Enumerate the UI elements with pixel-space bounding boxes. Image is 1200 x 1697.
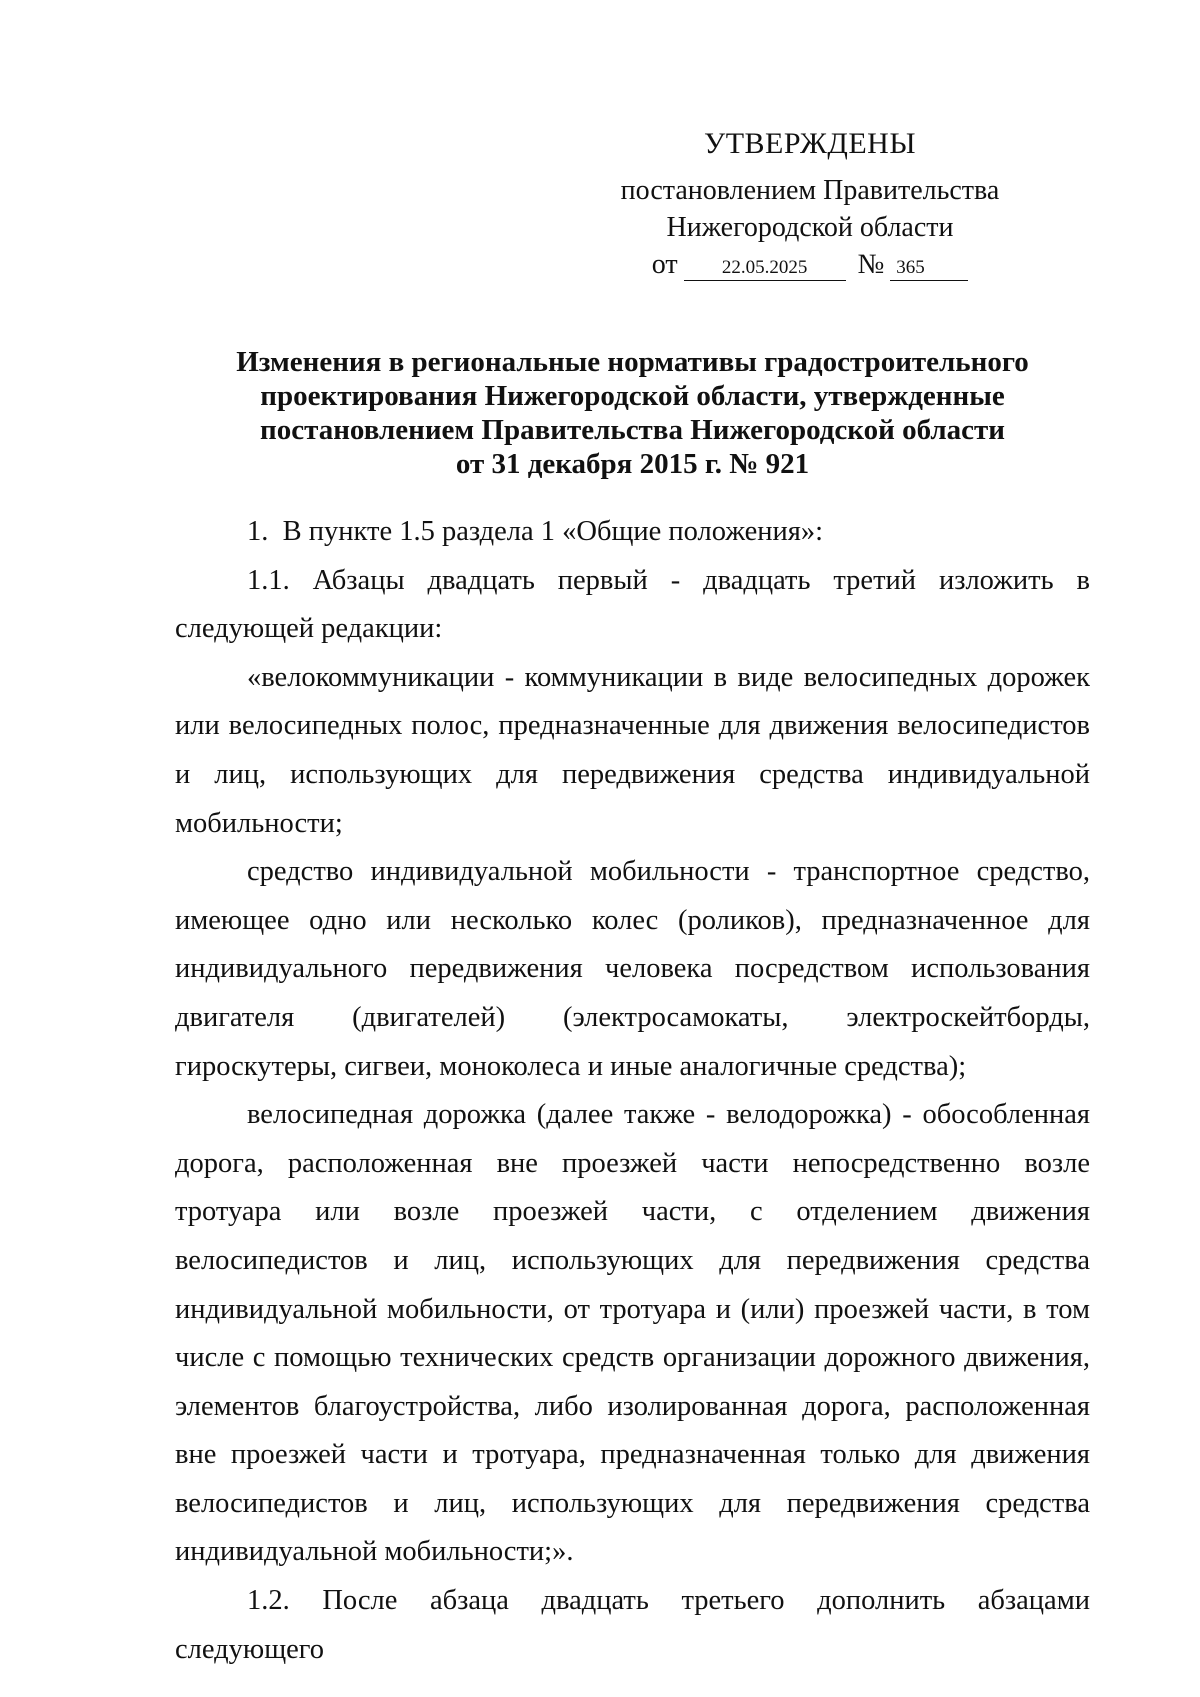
paragraph-1: 1. В пункте 1.5 раздела 1 «Общие положения»: [247, 516, 824, 547]
paragraph-definition-mobility-device: средство индивидуальной мобильности - транспортное средство, имеющее одно или несколько колес (роликов), предназначенное для индивидуального передвижения человека посредством использования двигателя (двигателей) (электросамокаты, электроскейтборды, гироскутеры, сигвеи, моноколеса и иные аналогичные средства); [175, 856, 1090, 1082]
paragraph-1-1: 1.1. Абзацы двадцать первый - двадцать третий изложить в следующей редакции: [175, 564, 1090, 645]
approval-number-value: 365 [890, 256, 968, 281]
approval-date-value: 22.05.2025 [684, 256, 846, 281]
document-title [175, 345, 1090, 481]
title-line-1: Изменения в региональные нормативы градостроительного [236, 346, 1029, 378]
date-prefix: от [651, 249, 678, 280]
approval-heading: УТВЕРЖДЕНЫ [703, 127, 917, 160]
paragraph-1-2: 1.2. После абзаца двадцать третьего дополнить абзацами следующего [175, 1585, 1090, 1665]
approval-authority-line-2: Нижегородской области [666, 212, 954, 243]
paragraph-definition-bike-lane: велосипедная дорожка (далее также - велодорожка) - обособленная дорога, расположенная вне проезжей части непосредственно возле тротуара или возле проезжей части, с отделением движения велосипедистов и лиц, использующих для передвижения средства индивидуальной мобильности, от тротуара и (или) проезжей части, в том числе с помощью технических средств организации дорожного движения, элементов благоустройства, либо изолированная дорога, расположенная вне проезжей части и тротуара, предназначенная только для движения велосипедистов и лиц, использующих для передвижения средства индивидуальной мобильности;». [175, 1099, 1090, 1568]
approval-date-line [600, 248, 1020, 282]
number-sign: № [857, 249, 885, 280]
title-line-3: постановлением Правительства Нижегородской области [260, 414, 1005, 446]
paragraph-definition-velocommunications: «велокоммуникации - коммуникации в виде велосипедных дорожек или велосипедных полос, предназначенные для движения велосипедистов и лиц, использующих для передвижения средства индивидуальной мобильности; [175, 661, 1090, 839]
title-line-4: от 31 декабря 2015 г. № 921 [455, 448, 810, 480]
title-line-2: проектирования Нижегородской области, утвержденные [260, 380, 1005, 412]
document-body [175, 508, 1090, 1674]
approval-authority-line-1: постановлением Правительства [620, 175, 1000, 206]
approval-stamp [600, 126, 1020, 282]
